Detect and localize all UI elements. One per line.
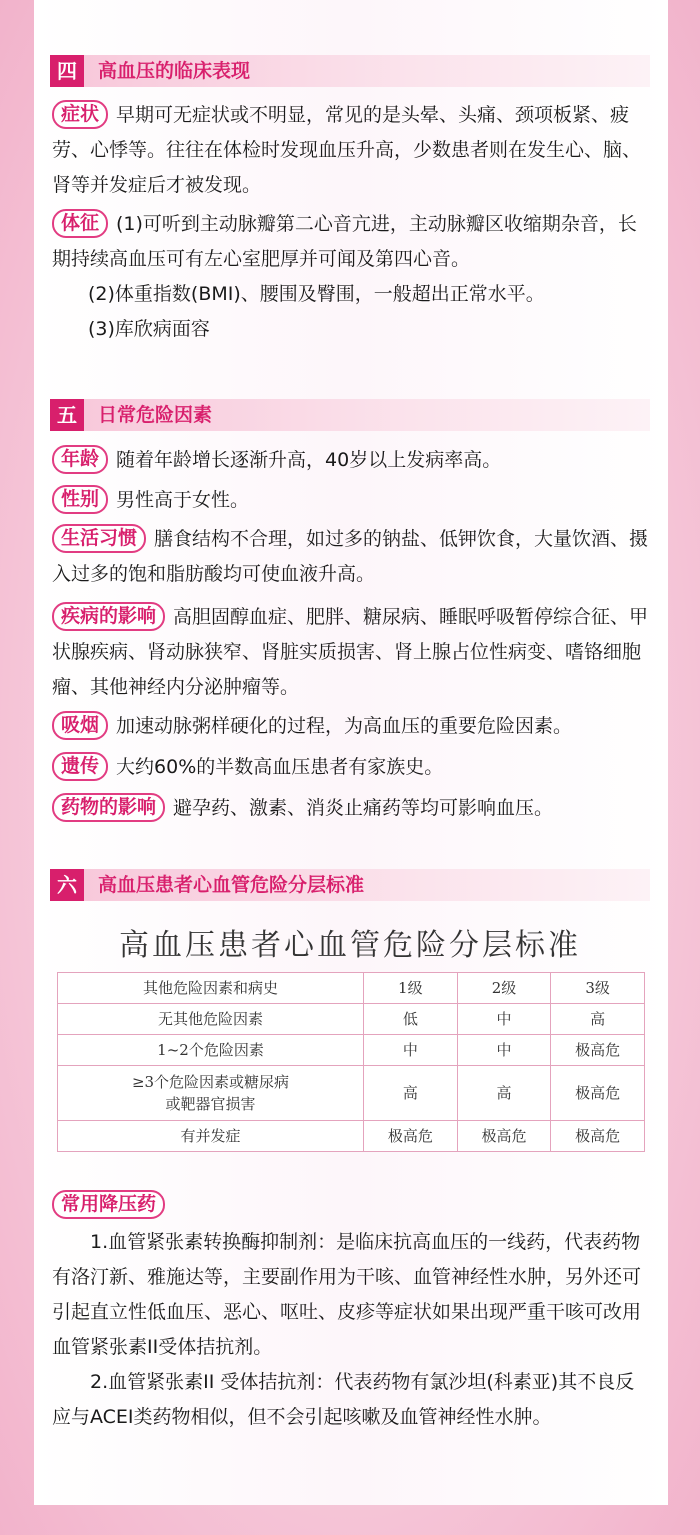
table-header-cell: 其他危险因素和病史 (58, 973, 364, 1004)
risk-text: 避孕药、激素、消炎止痛药等均可影响血压。 (173, 797, 554, 819)
risk-text: 大约60%的半数高血压患者有家族史。 (116, 756, 444, 778)
risk-item-heredity (52, 750, 652, 785)
table-row (58, 1121, 645, 1152)
table-row (58, 1004, 645, 1035)
sign-text-3: (3)库欣病面容 (88, 318, 210, 340)
risk-text: 高胆固醇血症、肥胖、糖尿病、睡眠呼吸暂停综合征、甲状腺疾病、肾动脉狭窄、肾脏实质损害、肾上腺占位性病变、嗜铬细胞瘤、其他神经内分泌肿瘤等。 (52, 606, 649, 698)
table-cell: 高 (551, 1004, 645, 1035)
section-number: 六 (50, 869, 84, 901)
table-cell: 有并发症 (58, 1121, 364, 1152)
table-header-cell: 2级 (457, 973, 551, 1004)
symptom-paragraph (52, 98, 652, 203)
risk-item-disease (52, 600, 652, 705)
risk-text: 加速动脉粥样硬化的过程，为高血压的重要危险因素。 (116, 715, 573, 737)
table-cell-line: ≥3个危险因素或糖尿病 (131, 1073, 290, 1091)
section-number: 五 (50, 399, 84, 431)
risk-item-drugs (52, 791, 652, 826)
table-cell: 低 (364, 1004, 458, 1035)
risk-tag: 药物的影响 (52, 793, 165, 822)
risk-text: 男性高于女性。 (116, 489, 250, 511)
table-cell: 极高危 (551, 1066, 645, 1121)
risk-tag: 疾病的影响 (52, 602, 165, 631)
drugs-tag: 常用降压药 (52, 1190, 165, 1219)
table-cell: 极高危 (457, 1121, 551, 1152)
table-cell: 极高危 (551, 1121, 645, 1152)
table-title: 高血压患者心血管危险分层标准 (119, 928, 581, 963)
symptom-tag: 症状 (52, 100, 108, 129)
table-row (58, 1066, 645, 1121)
table-cell: 中 (457, 1004, 551, 1035)
risk-tag: 年龄 (52, 445, 108, 474)
section-title: 高血压患者心血管危险分层标准 (98, 874, 365, 896)
table-row (58, 1035, 645, 1066)
table-header-row (58, 973, 645, 1004)
risk-stratification-table (57, 972, 645, 1152)
section-header-5 (50, 399, 650, 431)
section-title: 高血压的临床表现 (98, 60, 251, 82)
section-header-6 (50, 869, 650, 901)
section-header-4 (50, 55, 650, 87)
drugs-heading (52, 1188, 652, 1223)
table-cell: 高 (364, 1066, 458, 1121)
sign-text-1: (1)可听到主动脉瓣第二心音亢进，主动脉瓣区收缩期杂音，长期持续高血压可有左心室肥厚并可闻及第四心音。 (52, 213, 637, 270)
table-cell: 1~2个危险因素 (58, 1035, 364, 1066)
risk-text: 随着年龄增长逐渐升高，40岁以上发病率高。 (116, 449, 502, 471)
table-cell-line: 或靶器官损害 (165, 1095, 256, 1113)
symptom-text: 早期可无症状或不明显，常见的是头晕、头痛、颈项板紧、疲劳、心悸等。往往在体检时发现血压升高，少数患者则在发生心、脑、肾等并发症后才被发现。 (52, 104, 642, 196)
table-cell: 极高危 (364, 1121, 458, 1152)
drugs-paragraph-1: 1.血管紧张素转换酶抑制剂：是临床抗高血压的一线药，代表药物有洛汀新、雅施达等，主要副作用为干咳、血管神经性水肿，另外还可引起直立性低血压、恶心、呕吐、皮疹等症状如果出现严重干咳可改用血管紧张素II受体拮抗剂。 (52, 1231, 642, 1358)
section-number: 四 (50, 55, 84, 87)
risk-tag: 性别 (52, 485, 108, 514)
table-cell: 无其他危险因素 (58, 1004, 364, 1035)
table-cell: 中 (364, 1035, 458, 1066)
drugs-paragraph-2: 2.血管紧张素II 受体拮抗剂：代表药物有氯沙坦(科素亚)其不良反应与ACEI类药物相似，但不会引起咳嗽及血管神经性水肿。 (52, 1371, 635, 1428)
risk-tag: 生活习惯 (52, 524, 146, 553)
risk-tag: 遗传 (52, 752, 108, 781)
sign-text-2: (2)体重指数(BMI)、腰围及臀围，一般超出正常水平。 (88, 283, 545, 305)
risk-item-lifestyle (52, 522, 652, 592)
sign-paragraph (52, 207, 652, 277)
risk-tag: 吸烟 (52, 711, 108, 740)
table-cell: 极高危 (551, 1035, 645, 1066)
table-header-cell: 3级 (551, 973, 645, 1004)
risk-text: 膳食结构不合理，如过多的钠盐、低钾饮食，大量饮酒、摄入过多的饱和脂肪酸均可使血液升高。 (52, 528, 649, 585)
sign-tag: 体征 (52, 209, 108, 238)
table-cell: 高 (457, 1066, 551, 1121)
table-cell (58, 1066, 364, 1121)
risk-item-smoking (52, 709, 652, 744)
table-header-cell: 1级 (364, 973, 458, 1004)
section-title: 日常危险因素 (98, 404, 213, 426)
risk-item-age (52, 443, 652, 478)
risk-item-gender (52, 483, 652, 518)
table-cell: 中 (457, 1035, 551, 1066)
